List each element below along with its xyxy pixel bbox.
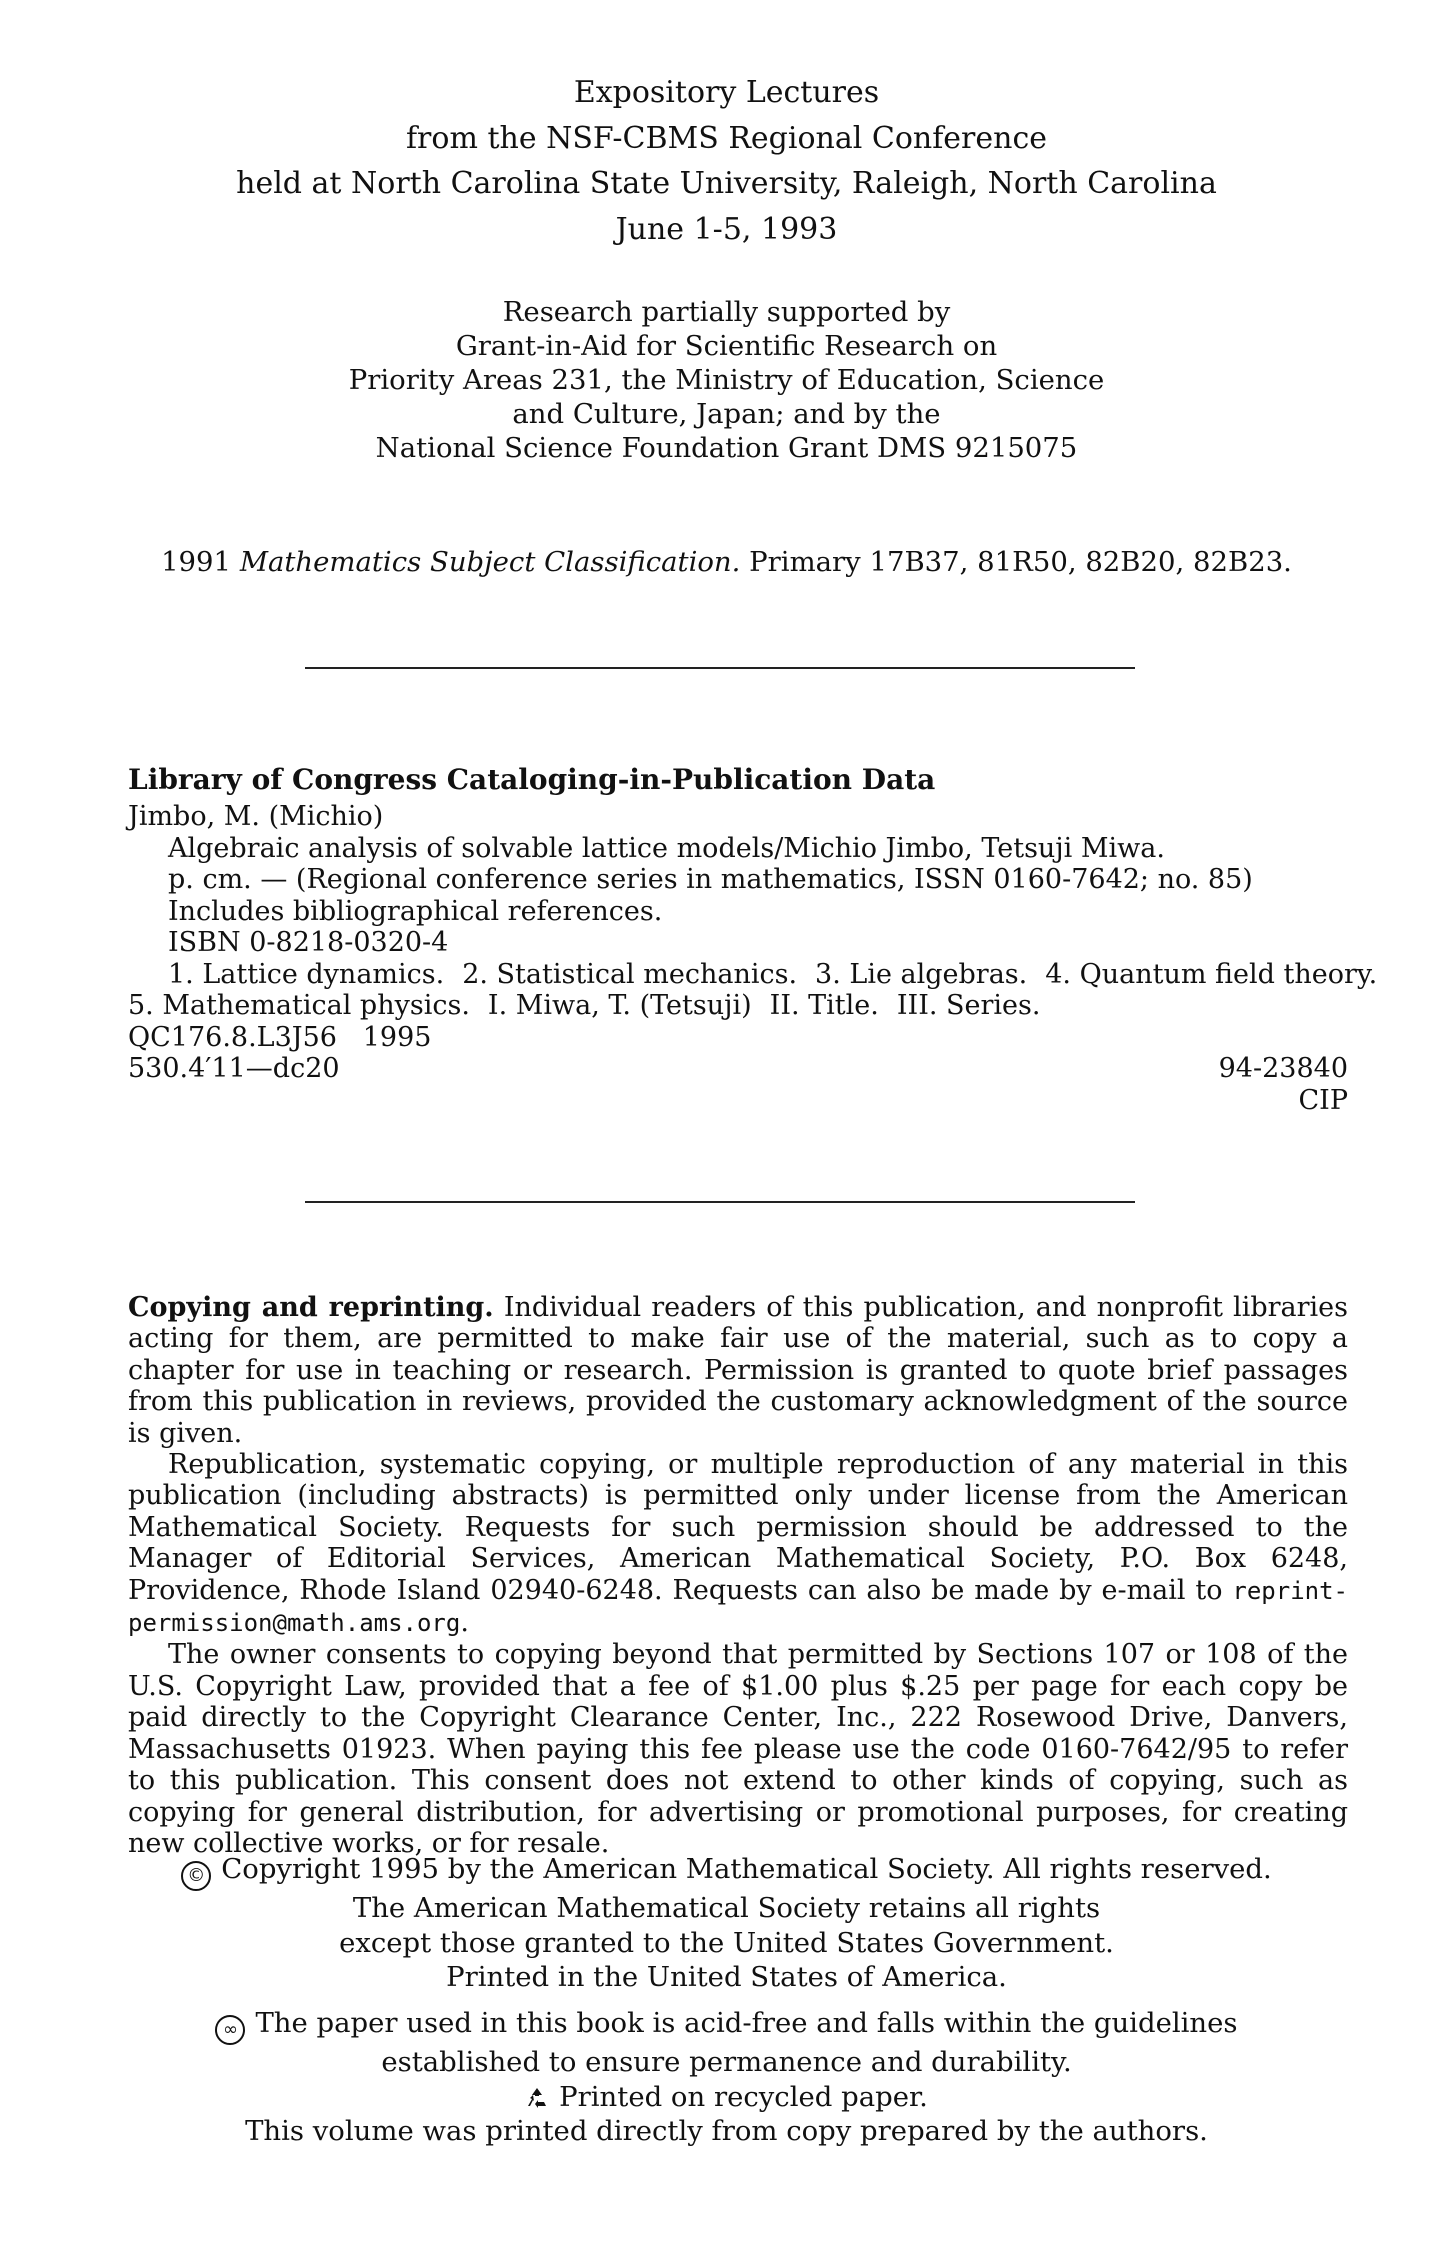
cip-subject: 2. Statistical mechanics. [462,958,798,990]
conference-line: June 1-5, 1993 [615,211,838,247]
copying-para: The owner consents to copying beyond that permitted by Sections 107 or 108 of the U.S. Copyright Law, provided that a fee of $1.00 plus $.25 per page for each copy be paid directly to the Copyright Clearance Center, Inc., 222 Rosewood Drive, Danvers, Massachusetts 01923. When paying this fee please use the code 0160-7642/95 to refer to this publication. This consent does not extend to other kinds of copying, such as copying for general distribution, for advertising or promotional purposes, for creating new collective works, or for resale. [128,1639,1348,1859]
paper-line [0,2006,1453,2045]
cip-subject: III. Series. [896,990,1041,1021]
copyright-notice [0,1852,1453,1995]
paper-notice [0,2006,1453,2149]
cip-isbn: ISBN 0-8218-0320-4 [168,927,449,958]
paper-text: The paper used in this book is acid-free and falls within the guidelines [255,2007,1238,2039]
conference-line: held at North Carolina State University, Raleigh, North Carolina [236,166,1217,201]
cip-subject: I. Miwa, T. (Tetsuji) [487,990,752,1021]
recycled-text: Printed on recycled paper. [559,2080,928,2113]
email-link[interactable]: reprint-permission@math.ams.org [128,1576,1348,1638]
cip-subject: II. Title. [769,990,879,1021]
cip-lc-call: QC176.8.L3J56 1995 [128,1021,432,1053]
copyright-icon: © [181,1861,211,1891]
copyright-line: The American Mathematical Society retains all rights [352,1892,1101,1924]
divider [305,1201,1135,1203]
msc-year: 1991 [161,546,232,578]
cip-series: p. cm. — (Regional conference series in mathematics, ISSN 0160-7642; no. 85) [168,864,1253,895]
paper-line: established to ensure permanence and durability. [381,2046,1072,2078]
copying-section [128,1292,1348,1859]
copyright-line: except those granted to the United States Government. [339,1926,1114,1959]
subject-classification [0,545,1453,579]
copying-para1: Individual readers of this publication, and nonprofit libraries acting for them, are permitted to make fair use of the material, such as to copy a chapter for use in teaching or research. Permission is granted to quote brief passages from this publication in reviews, provided the customary acknowledgment of the source is given. [128,1292,1348,1449]
support-line: Priority Areas 231, the Ministry of Education, Science [348,364,1105,396]
cip-subjects-line [128,990,1348,1022]
cip-subject: 4. Quantum field theory. [1045,958,1378,990]
copying-heading: Copying and reprinting. [128,1292,494,1323]
copyright-text: Copyright 1995 by the American Mathematical Society. All rights reserved. [221,1853,1272,1885]
cip-dewey-row [128,1053,1348,1085]
support-line: Grant-in-Aid for Scientific Research on [455,330,998,362]
recycle-icon [525,2086,549,2110]
cip-label: CIP [1298,1084,1348,1116]
cip-subject: 3. Lie algebras. [815,958,1028,990]
cip-label-row [128,1085,1348,1117]
recycled-line [0,2080,1453,2115]
msc-value: Primary 17B37, 81R50, 82B20, 82B23. [749,546,1292,578]
cip-subject: 5. Mathematical physics. [128,990,470,1021]
support-line: National Science Foundation Grant DMS 9215075 [375,432,1078,464]
cip-includes: Includes bibliographical references. [168,895,663,927]
conference-info [0,70,1453,252]
copyright-line: Printed in the United States of America. [446,1961,1007,1993]
copying-para2: Republication, systematic copying, or multiple reproduction of any material in this publication (including abstracts) is permitted only under license from the American Mathematical Society. Requests for such permission should be addressed to the Manager of Editorial Services, American Mathematical Society, P.O. Box 6248, Providence, Rhode Island 02940-6248. Requests can also be made by e-mail to [128,1449,1348,1606]
support-line: and Culture, Japan; and by the [512,398,941,430]
copyright-line [0,1852,1453,1891]
cip-control-number: 94-23840 [1218,1053,1348,1084]
cip-book-title: Algebraic analysis of solvable lattice models/Michio Jimbo, Tetsuji Miwa. [168,832,1165,864]
conference-line: Expository Lectures [573,75,880,110]
copying-para [128,1449,1348,1639]
paper-line: This volume was printed directly from copy prepared by the authors. [245,2115,1208,2147]
cip-dewey: 530.4′11—dc20 [128,1053,340,1084]
support-line: Research partially supported by [502,296,951,328]
copying-para [128,1292,1348,1449]
cataloging-data [128,759,1378,1116]
research-support [0,295,1453,465]
copying-para2-end: . [460,1607,469,1639]
divider [305,667,1135,669]
cip-title: Library of Congress Cataloging-in-Publication Data [128,763,936,796]
conference-line: from the NSF-CBMS Regional Conference [405,120,1048,156]
msc-label: Mathematics Subject Classification. [239,546,741,578]
cip-author: Jimbo, M. (Michio) [128,801,384,832]
cip-subject: 1. Lattice dynamics. [168,958,445,990]
infinity-icon: ∞ [215,2015,245,2045]
cip-subjects-line [128,958,1378,991]
